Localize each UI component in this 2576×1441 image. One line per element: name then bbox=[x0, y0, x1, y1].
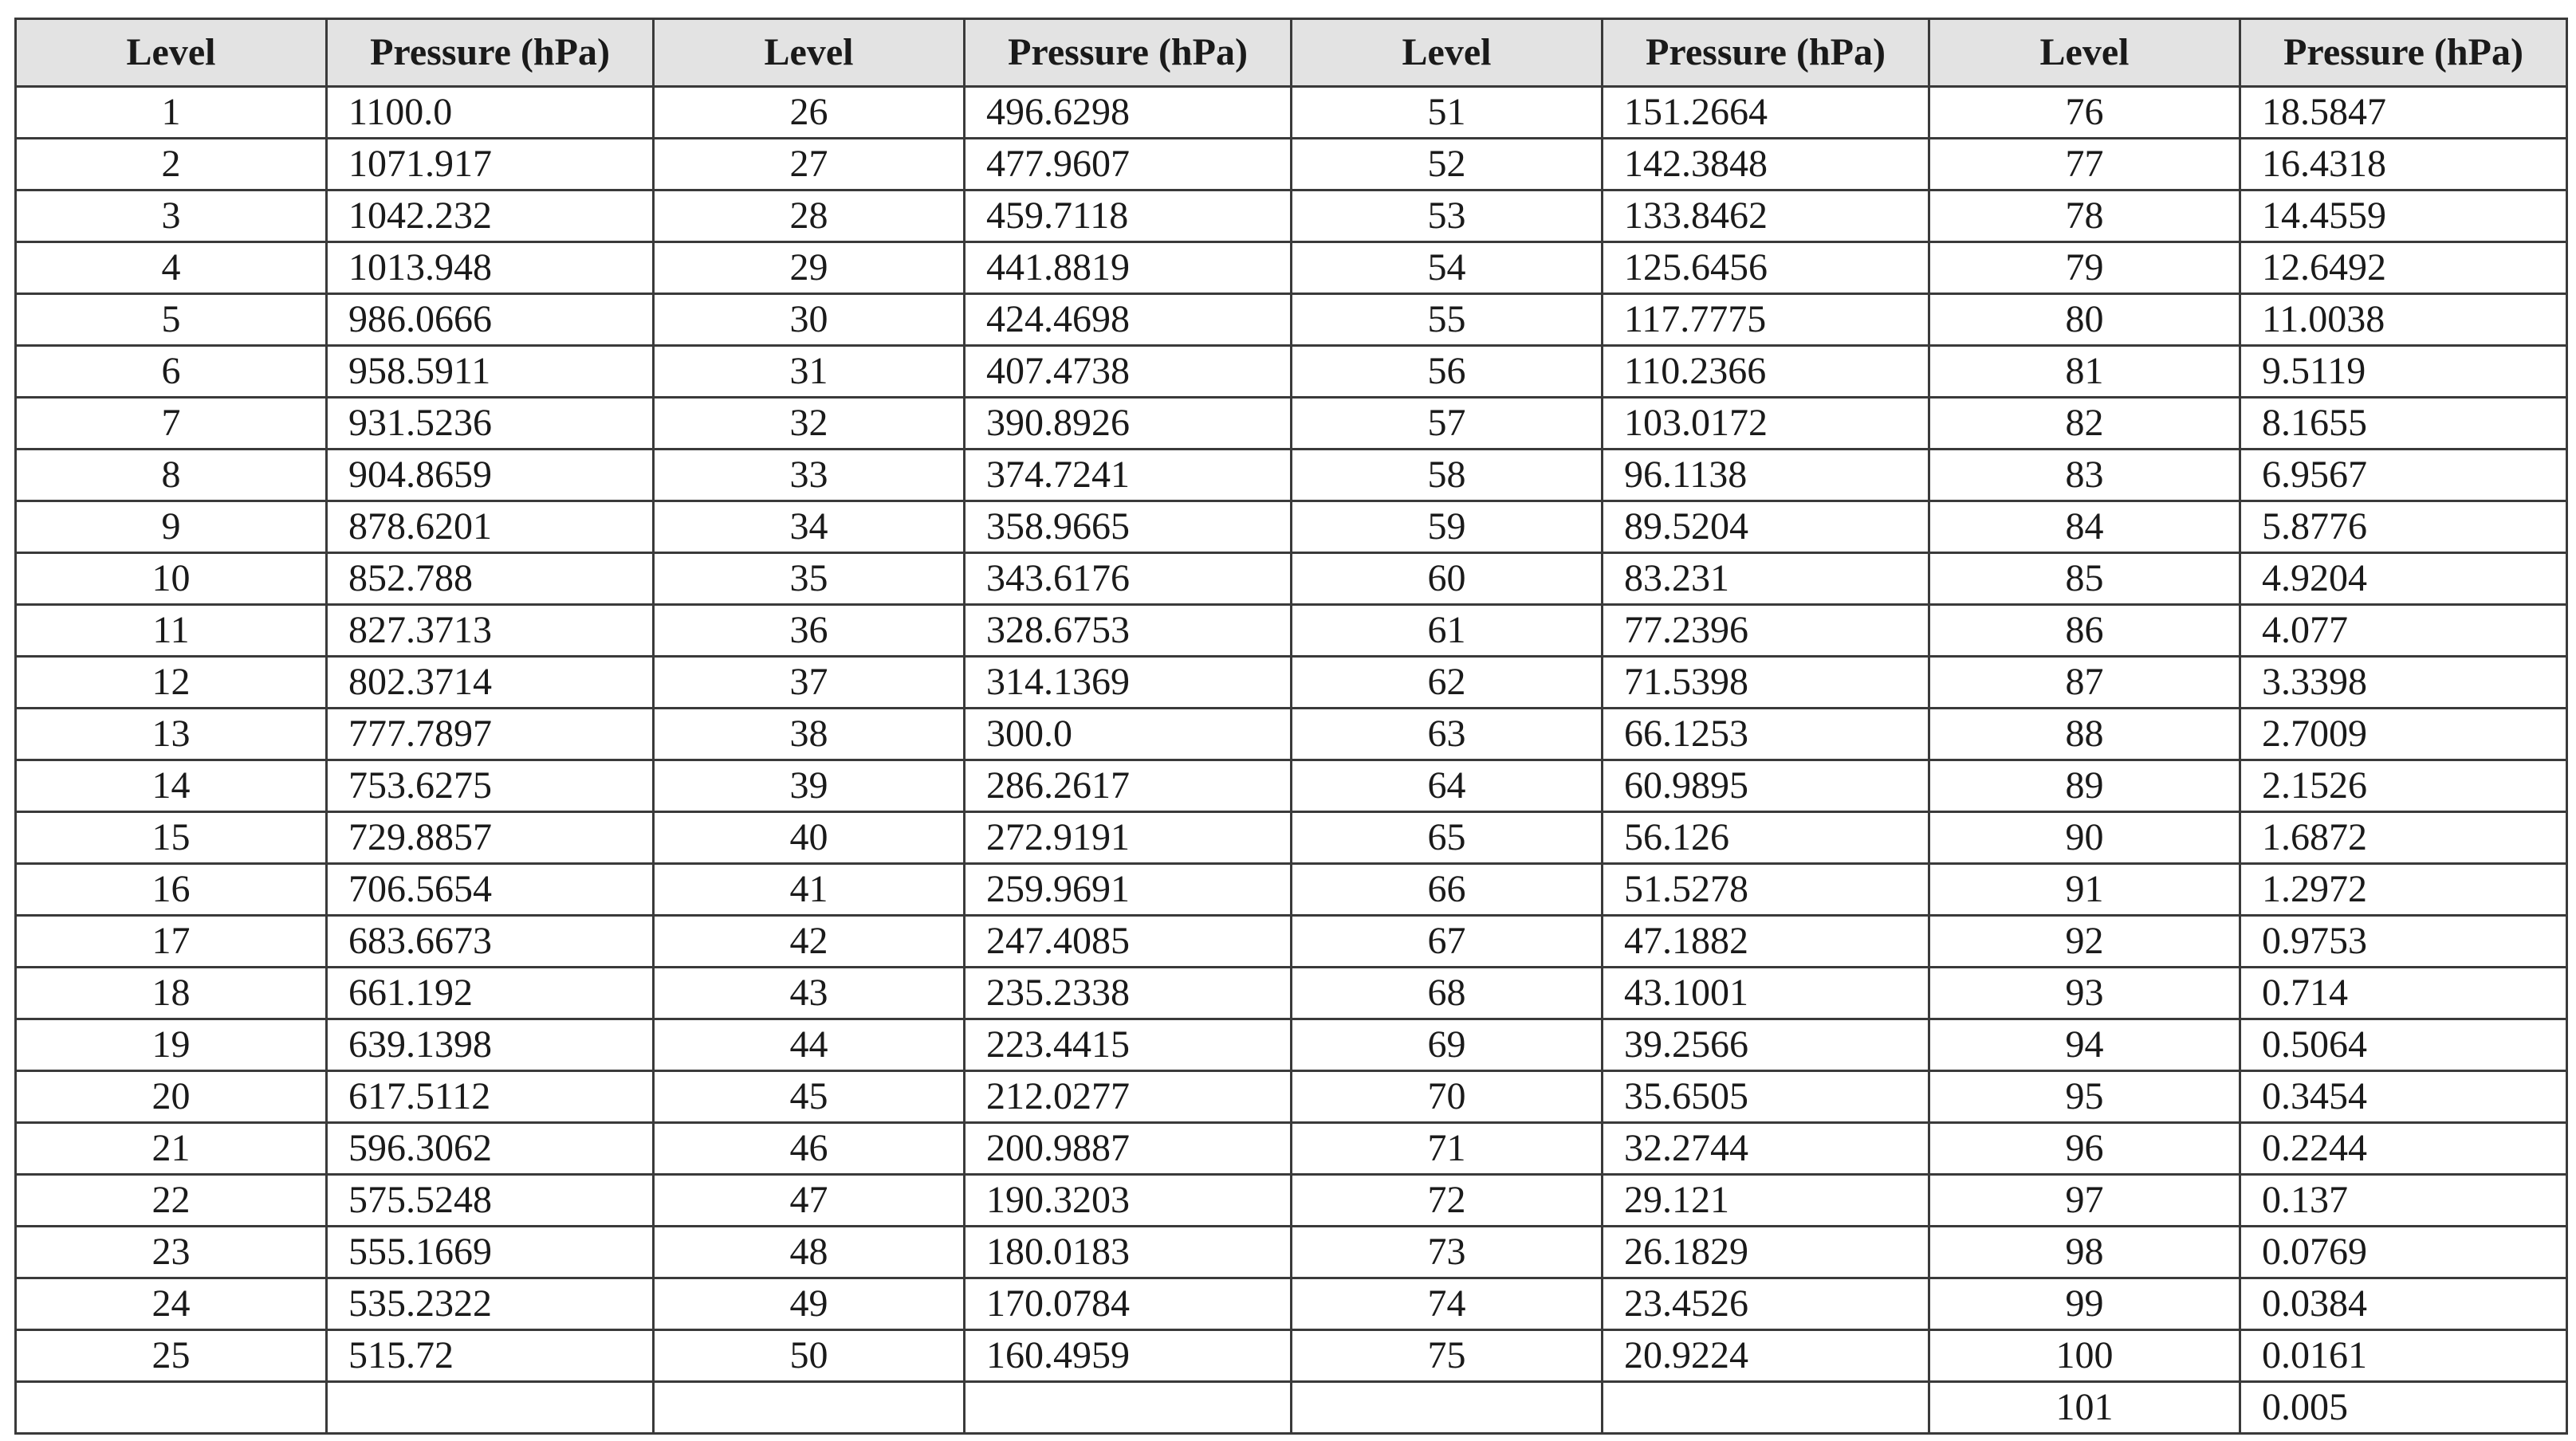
pressure-cell: 32.2744 bbox=[1603, 1123, 1929, 1175]
level-cell: 38 bbox=[654, 709, 965, 760]
level-cell: 29 bbox=[654, 242, 965, 294]
level-cell: 11 bbox=[16, 605, 327, 657]
table-row bbox=[16, 1330, 2567, 1382]
level-cell: 78 bbox=[1929, 190, 2240, 242]
pressure-cell: 958.5911 bbox=[327, 346, 654, 398]
pressure-cell: 0.5064 bbox=[2240, 1019, 2567, 1071]
pressure-cell: 639.1398 bbox=[327, 1019, 654, 1071]
level-cell: 28 bbox=[654, 190, 965, 242]
level-cell: 21 bbox=[16, 1123, 327, 1175]
table-row bbox=[16, 864, 2567, 916]
level-cell: 64 bbox=[1292, 760, 1603, 812]
pressure-cell: 931.5236 bbox=[327, 398, 654, 450]
pressure-cell: 1100.0 bbox=[327, 87, 654, 139]
level-cell: 8 bbox=[16, 450, 327, 501]
pressure-levels-table bbox=[14, 18, 2568, 1435]
table-row bbox=[16, 450, 2567, 501]
level-cell: 37 bbox=[654, 657, 965, 709]
level-cell: 23 bbox=[16, 1227, 327, 1278]
pressure-cell: 852.788 bbox=[327, 553, 654, 605]
level-cell: 66 bbox=[1292, 864, 1603, 916]
pressure-cell bbox=[327, 1382, 654, 1434]
pressure-cell: 390.8926 bbox=[965, 398, 1292, 450]
table-row bbox=[16, 501, 2567, 553]
pressure-cell: 20.9224 bbox=[1603, 1330, 1929, 1382]
level-cell: 89 bbox=[1929, 760, 2240, 812]
pressure-cell: 212.0277 bbox=[965, 1071, 1292, 1123]
pressure-cell: 1013.948 bbox=[327, 242, 654, 294]
pressure-cell: 1042.232 bbox=[327, 190, 654, 242]
table-row bbox=[16, 553, 2567, 605]
level-cell: 43 bbox=[654, 968, 965, 1019]
pressure-cell: 9.5119 bbox=[2240, 346, 2567, 398]
level-cell: 79 bbox=[1929, 242, 2240, 294]
pressure-cell: 39.2566 bbox=[1603, 1019, 1929, 1071]
pressure-cell: 5.8776 bbox=[2240, 501, 2567, 553]
level-cell: 86 bbox=[1929, 605, 2240, 657]
table-row bbox=[16, 346, 2567, 398]
table-row bbox=[16, 1278, 2567, 1330]
level-cell: 96 bbox=[1929, 1123, 2240, 1175]
pressure-cell: 47.1882 bbox=[1603, 916, 1929, 968]
pressure-cell: 180.0183 bbox=[965, 1227, 1292, 1278]
level-cell: 10 bbox=[16, 553, 327, 605]
pressure-cell: 4.077 bbox=[2240, 605, 2567, 657]
pressure-cell: 56.126 bbox=[1603, 812, 1929, 864]
pressure-cell: 160.4959 bbox=[965, 1330, 1292, 1382]
level-cell: 31 bbox=[654, 346, 965, 398]
level-cell: 47 bbox=[654, 1175, 965, 1227]
pressure-cell: 3.3398 bbox=[2240, 657, 2567, 709]
table-row bbox=[16, 812, 2567, 864]
level-cell: 61 bbox=[1292, 605, 1603, 657]
level-cell: 76 bbox=[1929, 87, 2240, 139]
pressure-cell: 496.6298 bbox=[965, 87, 1292, 139]
pressure-cell: 83.231 bbox=[1603, 553, 1929, 605]
table-row bbox=[16, 1175, 2567, 1227]
pressure-cell: 0.9753 bbox=[2240, 916, 2567, 968]
level-cell: 25 bbox=[16, 1330, 327, 1382]
level-cell: 72 bbox=[1292, 1175, 1603, 1227]
pressure-cell: 459.7118 bbox=[965, 190, 1292, 242]
header-level-1: Level bbox=[16, 19, 327, 87]
pressure-cell: 133.8462 bbox=[1603, 190, 1929, 242]
pressure-cell: 247.4085 bbox=[965, 916, 1292, 968]
level-cell bbox=[1292, 1382, 1603, 1434]
level-cell: 22 bbox=[16, 1175, 327, 1227]
level-cell: 58 bbox=[1292, 450, 1603, 501]
level-cell: 40 bbox=[654, 812, 965, 864]
pressure-cell: 110.2366 bbox=[1603, 346, 1929, 398]
level-cell: 52 bbox=[1292, 139, 1603, 190]
level-cell: 75 bbox=[1292, 1330, 1603, 1382]
level-cell: 14 bbox=[16, 760, 327, 812]
pressure-cell: 706.5654 bbox=[327, 864, 654, 916]
level-cell: 15 bbox=[16, 812, 327, 864]
level-cell: 17 bbox=[16, 916, 327, 968]
pressure-cell: 43.1001 bbox=[1603, 968, 1929, 1019]
pressure-cell: 358.9665 bbox=[965, 501, 1292, 553]
pressure-cell: 1.6872 bbox=[2240, 812, 2567, 864]
level-cell: 48 bbox=[654, 1227, 965, 1278]
level-cell: 95 bbox=[1929, 1071, 2240, 1123]
pressure-cell: 1.2972 bbox=[2240, 864, 2567, 916]
level-cell: 68 bbox=[1292, 968, 1603, 1019]
level-cell: 98 bbox=[1929, 1227, 2240, 1278]
pressure-cell: 374.7241 bbox=[965, 450, 1292, 501]
pressure-cell: 555.1669 bbox=[327, 1227, 654, 1278]
pressure-cell: 11.0038 bbox=[2240, 294, 2567, 346]
table-row bbox=[16, 139, 2567, 190]
level-cell: 77 bbox=[1929, 139, 2240, 190]
pressure-cell: 0.137 bbox=[2240, 1175, 2567, 1227]
pressure-cell: 125.6456 bbox=[1603, 242, 1929, 294]
table-row bbox=[16, 968, 2567, 1019]
table-row bbox=[16, 605, 2567, 657]
pressure-cell: 661.192 bbox=[327, 968, 654, 1019]
pressure-cell: 89.5204 bbox=[1603, 501, 1929, 553]
level-cell: 71 bbox=[1292, 1123, 1603, 1175]
pressure-cell: 170.0784 bbox=[965, 1278, 1292, 1330]
pressure-cell: 235.2338 bbox=[965, 968, 1292, 1019]
level-cell: 63 bbox=[1292, 709, 1603, 760]
level-cell: 35 bbox=[654, 553, 965, 605]
pressure-cell: 66.1253 bbox=[1603, 709, 1929, 760]
pressure-cell: 343.6176 bbox=[965, 553, 1292, 605]
level-cell bbox=[16, 1382, 327, 1434]
level-cell: 97 bbox=[1929, 1175, 2240, 1227]
header-pressure-3: Pressure (hPa) bbox=[1603, 19, 1929, 87]
level-cell: 70 bbox=[1292, 1071, 1603, 1123]
header-pressure-4: Pressure (hPa) bbox=[2240, 19, 2567, 87]
table-row bbox=[16, 87, 2567, 139]
table-row bbox=[16, 1019, 2567, 1071]
header-level-2: Level bbox=[654, 19, 965, 87]
level-cell: 59 bbox=[1292, 501, 1603, 553]
pressure-cell: 777.7897 bbox=[327, 709, 654, 760]
pressure-cell: 6.9567 bbox=[2240, 450, 2567, 501]
level-cell: 24 bbox=[16, 1278, 327, 1330]
pressure-cell: 753.6275 bbox=[327, 760, 654, 812]
level-cell: 99 bbox=[1929, 1278, 2240, 1330]
pressure-cell: 617.5112 bbox=[327, 1071, 654, 1123]
level-cell: 91 bbox=[1929, 864, 2240, 916]
table-body bbox=[16, 87, 2567, 1434]
level-cell: 82 bbox=[1929, 398, 2240, 450]
level-cell: 73 bbox=[1292, 1227, 1603, 1278]
pressure-cell: 12.6492 bbox=[2240, 242, 2567, 294]
pressure-cell: 477.9607 bbox=[965, 139, 1292, 190]
level-cell: 34 bbox=[654, 501, 965, 553]
pressure-cell: 407.4738 bbox=[965, 346, 1292, 398]
level-cell: 41 bbox=[654, 864, 965, 916]
pressure-cell: 0.0384 bbox=[2240, 1278, 2567, 1330]
pressure-cell: 2.1526 bbox=[2240, 760, 2567, 812]
level-cell: 30 bbox=[654, 294, 965, 346]
level-cell: 4 bbox=[16, 242, 327, 294]
pressure-cell: 515.72 bbox=[327, 1330, 654, 1382]
pressure-cell: 314.1369 bbox=[965, 657, 1292, 709]
level-cell: 27 bbox=[654, 139, 965, 190]
pressure-cell bbox=[965, 1382, 1292, 1434]
pressure-cell: 259.9691 bbox=[965, 864, 1292, 916]
pressure-cell: 0.3454 bbox=[2240, 1071, 2567, 1123]
level-cell: 83 bbox=[1929, 450, 2240, 501]
table-row bbox=[16, 242, 2567, 294]
pressure-cell: 77.2396 bbox=[1603, 605, 1929, 657]
level-cell: 100 bbox=[1929, 1330, 2240, 1382]
level-cell: 55 bbox=[1292, 294, 1603, 346]
table-row bbox=[16, 1071, 2567, 1123]
level-cell: 6 bbox=[16, 346, 327, 398]
pressure-cell: 16.4318 bbox=[2240, 139, 2567, 190]
level-cell: 49 bbox=[654, 1278, 965, 1330]
level-cell: 45 bbox=[654, 1071, 965, 1123]
level-cell: 85 bbox=[1929, 553, 2240, 605]
table-row bbox=[16, 916, 2567, 968]
header-row bbox=[16, 19, 2567, 87]
pressure-cell: 300.0 bbox=[965, 709, 1292, 760]
level-cell: 92 bbox=[1929, 916, 2240, 968]
pressure-cell: 729.8857 bbox=[327, 812, 654, 864]
pressure-cell: 35.6505 bbox=[1603, 1071, 1929, 1123]
pressure-cell: 29.121 bbox=[1603, 1175, 1929, 1227]
pressure-cell: 200.9887 bbox=[965, 1123, 1292, 1175]
pressure-cell: 51.5278 bbox=[1603, 864, 1929, 916]
level-cell bbox=[654, 1382, 965, 1434]
level-cell: 57 bbox=[1292, 398, 1603, 450]
level-cell: 3 bbox=[16, 190, 327, 242]
pressure-cell: 117.7775 bbox=[1603, 294, 1929, 346]
level-cell: 42 bbox=[654, 916, 965, 968]
level-cell: 51 bbox=[1292, 87, 1603, 139]
level-cell: 2 bbox=[16, 139, 327, 190]
level-cell: 16 bbox=[16, 864, 327, 916]
level-cell: 80 bbox=[1929, 294, 2240, 346]
level-cell: 1 bbox=[16, 87, 327, 139]
pressure-cell: 272.9191 bbox=[965, 812, 1292, 864]
level-cell: 93 bbox=[1929, 968, 2240, 1019]
level-cell: 101 bbox=[1929, 1382, 2240, 1434]
level-cell: 81 bbox=[1929, 346, 2240, 398]
level-cell: 74 bbox=[1292, 1278, 1603, 1330]
pressure-cell: 904.8659 bbox=[327, 450, 654, 501]
level-cell: 56 bbox=[1292, 346, 1603, 398]
level-cell: 39 bbox=[654, 760, 965, 812]
table-row bbox=[16, 1123, 2567, 1175]
table-row bbox=[16, 1227, 2567, 1278]
pressure-cell: 286.2617 bbox=[965, 760, 1292, 812]
level-cell: 94 bbox=[1929, 1019, 2240, 1071]
table-row bbox=[16, 657, 2567, 709]
pressure-cell: 535.2322 bbox=[327, 1278, 654, 1330]
pressure-cell: 328.6753 bbox=[965, 605, 1292, 657]
pressure-cell: 2.7009 bbox=[2240, 709, 2567, 760]
level-cell: 13 bbox=[16, 709, 327, 760]
pressure-cell: 827.3713 bbox=[327, 605, 654, 657]
pressure-cell: 0.714 bbox=[2240, 968, 2567, 1019]
pressure-cell: 71.5398 bbox=[1603, 657, 1929, 709]
pressure-cell: 8.1655 bbox=[2240, 398, 2567, 450]
pressure-cell: 878.6201 bbox=[327, 501, 654, 553]
level-cell: 87 bbox=[1929, 657, 2240, 709]
level-cell: 19 bbox=[16, 1019, 327, 1071]
pressure-cell: 986.0666 bbox=[327, 294, 654, 346]
pressure-cell bbox=[1603, 1382, 1929, 1434]
pressure-cell: 575.5248 bbox=[327, 1175, 654, 1227]
level-cell: 5 bbox=[16, 294, 327, 346]
level-cell: 9 bbox=[16, 501, 327, 553]
level-cell: 53 bbox=[1292, 190, 1603, 242]
level-cell: 36 bbox=[654, 605, 965, 657]
pressure-cell: 802.3714 bbox=[327, 657, 654, 709]
pressure-cell: 18.5847 bbox=[2240, 87, 2567, 139]
table-row bbox=[16, 294, 2567, 346]
pressure-cell: 103.0172 bbox=[1603, 398, 1929, 450]
level-cell: 60 bbox=[1292, 553, 1603, 605]
level-cell: 20 bbox=[16, 1071, 327, 1123]
pressure-cell: 223.4415 bbox=[965, 1019, 1292, 1071]
pressure-cell: 424.4698 bbox=[965, 294, 1292, 346]
level-cell: 18 bbox=[16, 968, 327, 1019]
level-cell: 7 bbox=[16, 398, 327, 450]
level-cell: 54 bbox=[1292, 242, 1603, 294]
pressure-cell: 60.9895 bbox=[1603, 760, 1929, 812]
pressure-cell: 151.2664 bbox=[1603, 87, 1929, 139]
pressure-cell: 14.4559 bbox=[2240, 190, 2567, 242]
pressure-cell: 0.2244 bbox=[2240, 1123, 2567, 1175]
level-cell: 90 bbox=[1929, 812, 2240, 864]
pressure-cell: 441.8819 bbox=[965, 242, 1292, 294]
pressure-cell: 26.1829 bbox=[1603, 1227, 1929, 1278]
pressure-cell: 142.3848 bbox=[1603, 139, 1929, 190]
table-row bbox=[16, 1382, 2567, 1434]
table-header bbox=[16, 19, 2567, 87]
pressure-cell: 0.0161 bbox=[2240, 1330, 2567, 1382]
pressure-cell: 190.3203 bbox=[965, 1175, 1292, 1227]
level-cell: 32 bbox=[654, 398, 965, 450]
table-row bbox=[16, 709, 2567, 760]
pressure-cell: 596.3062 bbox=[327, 1123, 654, 1175]
level-cell: 65 bbox=[1292, 812, 1603, 864]
level-cell: 67 bbox=[1292, 916, 1603, 968]
pressure-cell: 23.4526 bbox=[1603, 1278, 1929, 1330]
header-level-3: Level bbox=[1292, 19, 1603, 87]
level-cell: 12 bbox=[16, 657, 327, 709]
level-cell: 33 bbox=[654, 450, 965, 501]
pressure-cell: 1071.917 bbox=[327, 139, 654, 190]
pressure-cell: 4.9204 bbox=[2240, 553, 2567, 605]
table-row bbox=[16, 760, 2567, 812]
header-pressure-2: Pressure (hPa) bbox=[965, 19, 1292, 87]
pressure-cell: 683.6673 bbox=[327, 916, 654, 968]
level-cell: 62 bbox=[1292, 657, 1603, 709]
table-row bbox=[16, 398, 2567, 450]
level-cell: 46 bbox=[654, 1123, 965, 1175]
level-cell: 26 bbox=[654, 87, 965, 139]
level-cell: 88 bbox=[1929, 709, 2240, 760]
level-cell: 50 bbox=[654, 1330, 965, 1382]
header-pressure-1: Pressure (hPa) bbox=[327, 19, 654, 87]
header-level-4: Level bbox=[1929, 19, 2240, 87]
pressure-cell: 0.005 bbox=[2240, 1382, 2567, 1434]
pressure-cell: 0.0769 bbox=[2240, 1227, 2567, 1278]
level-cell: 69 bbox=[1292, 1019, 1603, 1071]
table-row bbox=[16, 190, 2567, 242]
pressure-cell: 96.1138 bbox=[1603, 450, 1929, 501]
level-cell: 44 bbox=[654, 1019, 965, 1071]
level-cell: 84 bbox=[1929, 501, 2240, 553]
